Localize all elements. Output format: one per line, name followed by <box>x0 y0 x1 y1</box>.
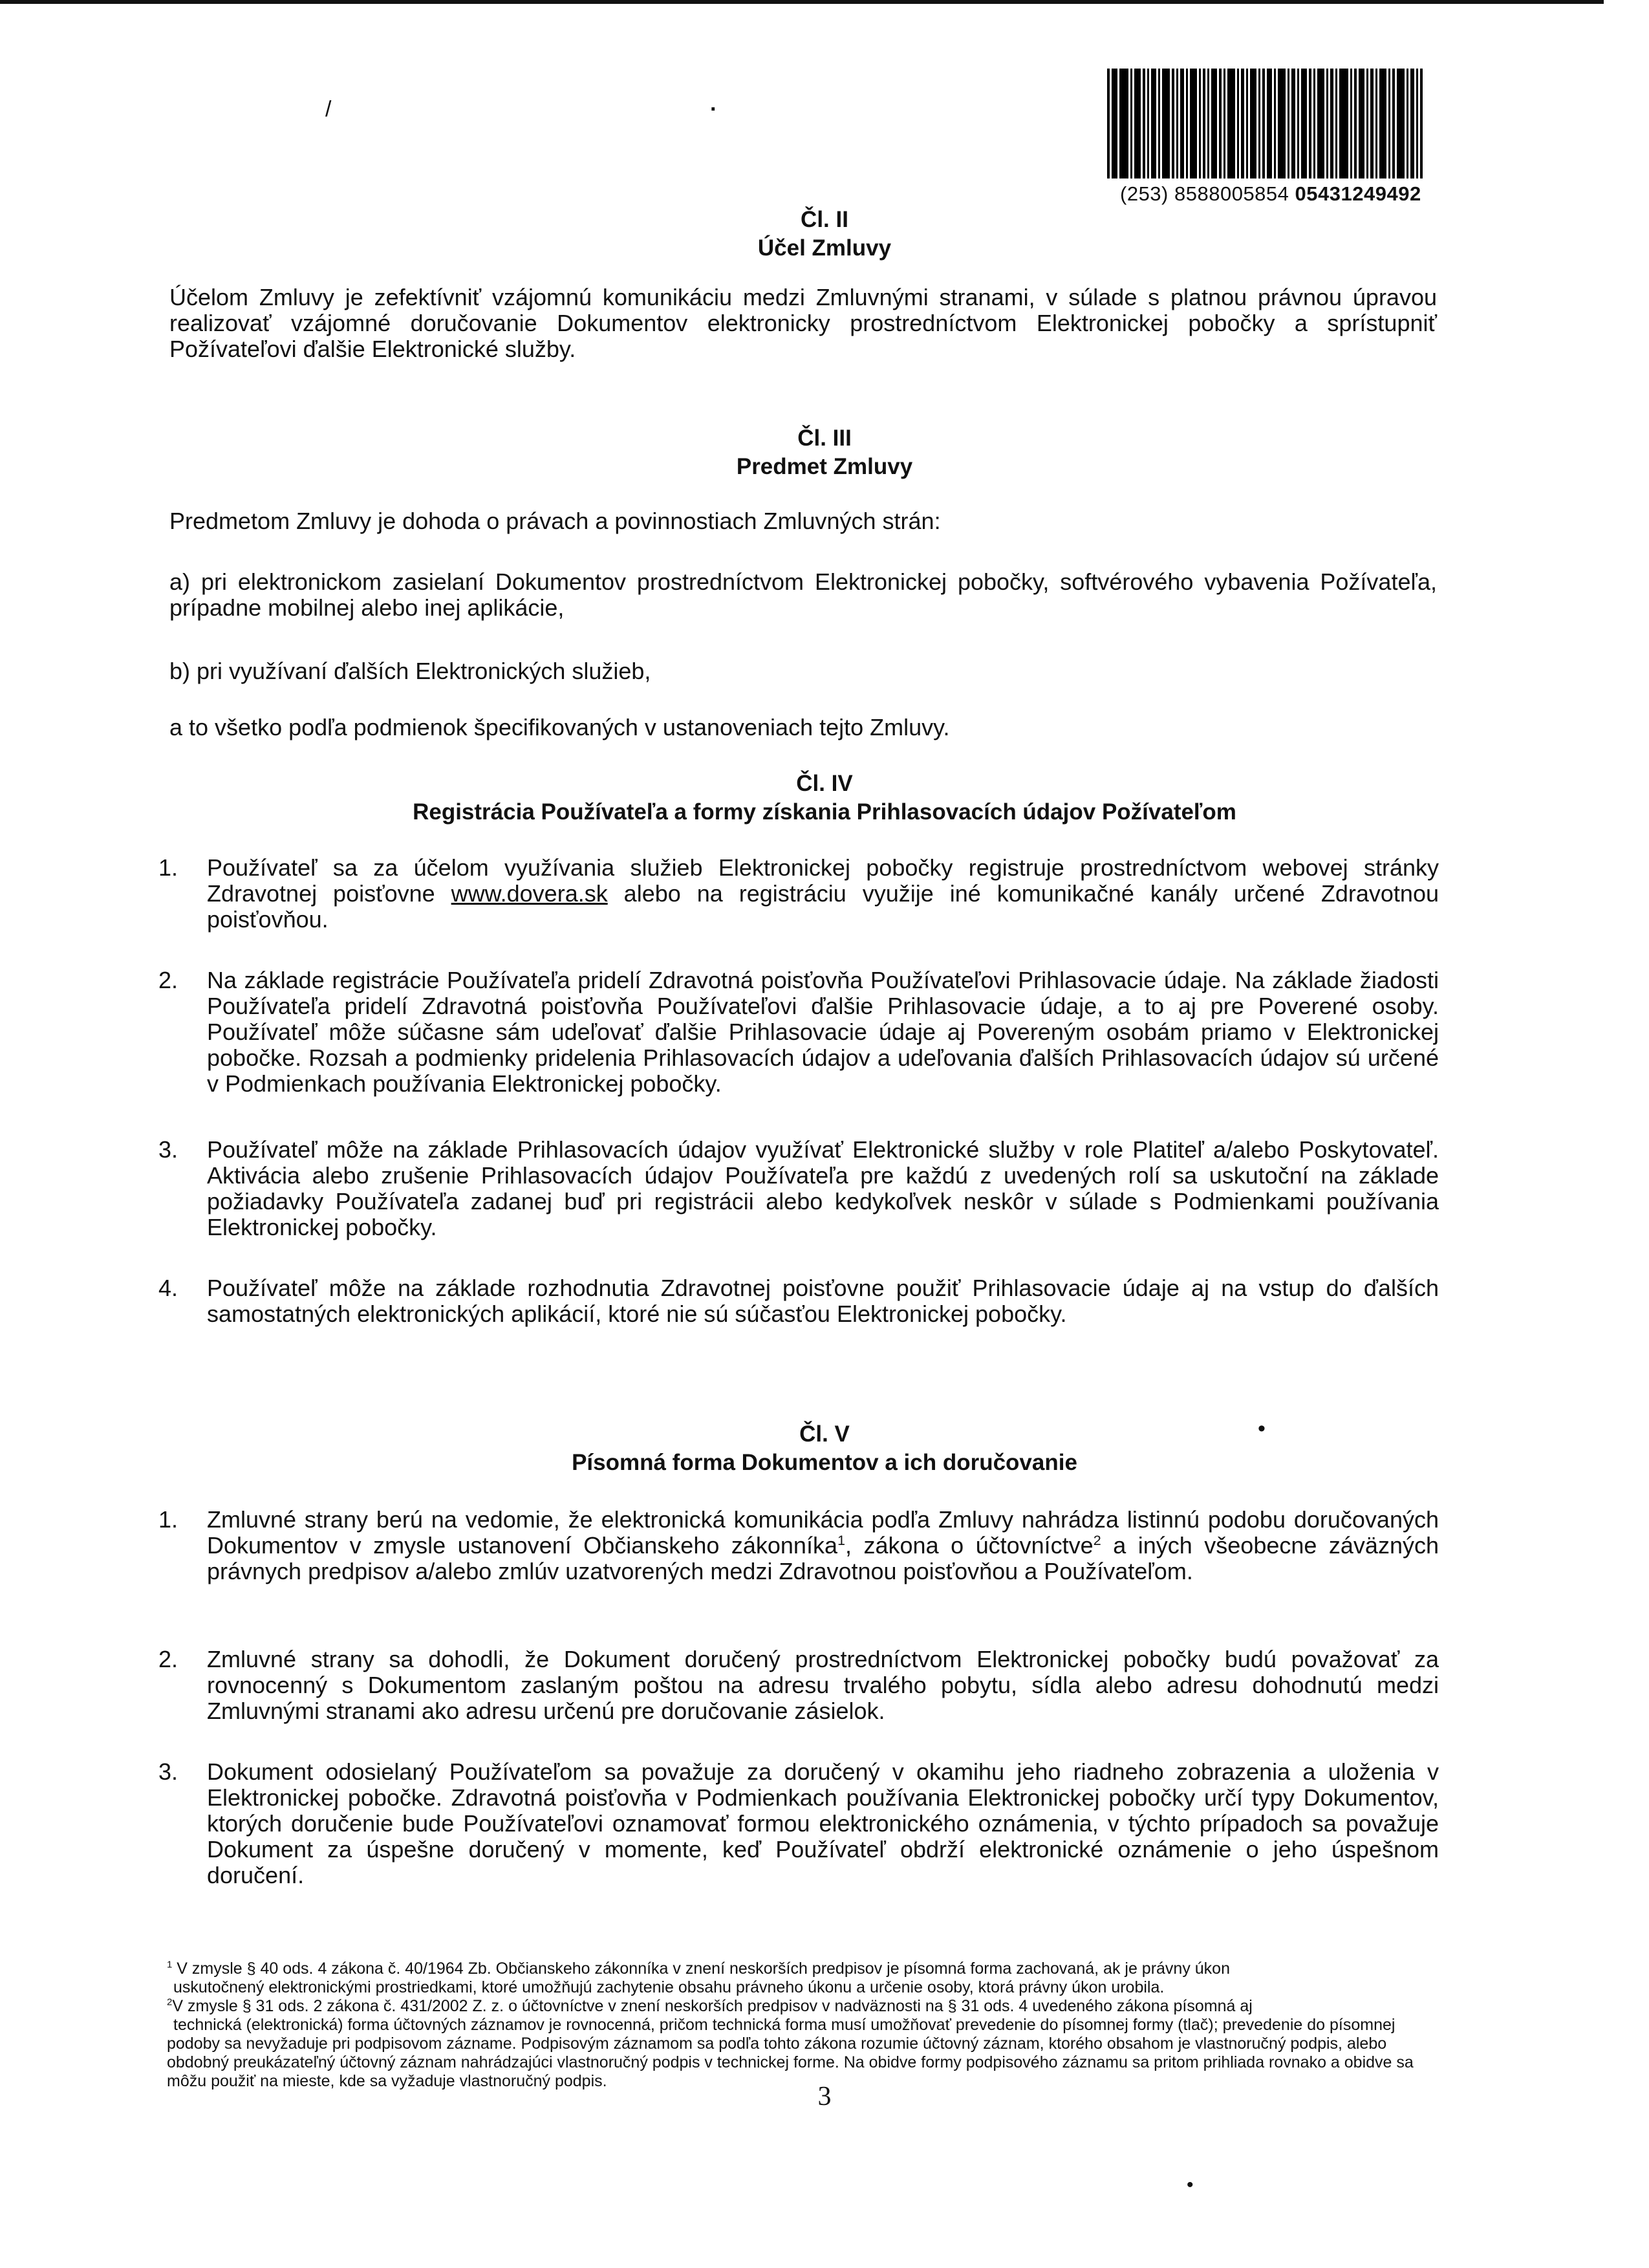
section-iii-intro: Predmetom Zmluvy je dohoda o právach a povinnostiach Zmluvných strán: <box>169 508 941 534</box>
barcode-number <box>1120 182 1421 206</box>
item-text: Zmluvné strany sa dohodli, že Dokument doručený prostredníctvom Elektronickej pobočky budú považovať za rovnocenný s Dokumentom zaslaným poštou na adresu trvalého pobytu, sídla alebo adresu dohodnutú medzi Zmluvnými stranami ako adresu určenú pre doručovanie zásielok. <box>207 1646 1439 1724</box>
section-number: Čl. III <box>797 426 852 451</box>
footnote-2 <box>167 1997 1421 2091</box>
section-title: Písomná forma Dokumentov a ich doručovanie <box>572 1450 1077 1475</box>
section-iv-heading <box>0 770 1649 826</box>
scan-mark-slash: / <box>325 97 332 122</box>
item-text: Na základe registrácie Používateľa pridelí Zdravotná poisťovňa Používateľovi Prihlasovacie údaje. Na základe žiadosti Používateľa pridelí Zdravotná poisťovňa Používateľovi ďalšie Prihlasovacie údaje, a to aj pre Poverené osoby. Používateľ môže súčasne sám udeľovať ďalšie Prihlasovacie údaje aj Povereným osobám priamo v Elektronickej pobočke. Rozsah a podmienky pridelenia Prihlasovacích údajov a udeľovania ďalších Prihlasovacích údajov sú určené v Podmienkach používania Elektronickej pobočky. <box>207 967 1439 1097</box>
section-iii-heading <box>0 424 1649 481</box>
section-v-item-2 <box>158 1647 1439 1724</box>
section-iii-item-a: a) pri elektronickom zasielaní Dokumentov prostredníctvom Elektronickej pobočky, softvérového vybavenia Požívateľa, prípadne mobilnej alebo inej aplikácie, <box>169 568 1437 621</box>
section-ii-heading <box>0 206 1649 263</box>
section-iv-item-4 <box>158 1275 1439 1327</box>
scan-mark-dot: · <box>710 97 718 122</box>
section-iv-item-3 <box>158 1137 1439 1240</box>
footnote-mark: 2 <box>167 1996 173 2008</box>
item-number: 1. <box>158 1506 178 1533</box>
section-iii-closing: a to všetko podľa podmienok špecifikovaných v ustanoveniach tejto Zmluvy. <box>169 714 950 740</box>
item-number: 4. <box>158 1275 178 1301</box>
section-number: Čl. II <box>801 207 848 232</box>
section-number: Čl. IV <box>796 771 853 796</box>
footnote-text: technická (elektronická) forma účtovných záznamov je rovnocenná, pričom technická forma musí umožňovať prevedenie do písomnej formy (tlač); prevedenie do písomnej podoby sa nevyžaduje pri podpisovom zázname. Podpisovým záznamom sa podľa tohto zákona rozumie účtovný záznam, ktorého obsahom je vlastnoručný podpis, alebo obdobný preukázateľný účtovný záznam nahrádzajúci vlastnoručný podpis v technickej forme. Na obidve formy podpisového záznamu sa pritom prihliada rovnako a obidve sa môžu použiť na mieste, kde sa vyžaduje vlastnoručný podpis. <box>167 2016 1414 2090</box>
item-text-part: a iných všeobecne záväzných právnych predpisov a/alebo zmlúv uzatvorených medzi Zdravotnou poisťovňou a Používateľom. <box>207 1532 1439 1584</box>
item-text: Používateľ môže na základe Prihlasovacích údajov využívať Elektronické služby v role Platiteľ a/alebo Poskytovateľ. Aktivácia alebo zrušenie Prihlasovacích údajov Používateľa pre každú z uvedených rolí sa uskutoční na základe požiadavky Používateľa zadanej buď pri registrácii alebo kedykoľvek neskôr v súlade s Podmienkami používania Elektronickej pobočky. <box>207 1136 1439 1240</box>
footnote-text: V zmysle § 40 ods. 4 zákona č. 40/1964 Zb. Občianskeho zákonníka v znení neskorších predpisov je písomná forma zachovaná, ak je právny úkon <box>177 1960 1230 1978</box>
footnote-text: uskutočnený elektronickými prostriedkami, ktoré umožňujú zachytenie obsahu právneho úkonu a určenie osoby, ktorá právny úkon urobila. <box>173 1978 1165 1996</box>
section-title: Registrácia Používateľa a formy získania Prihlasovacích údajov Požívateľom <box>413 799 1236 825</box>
item-number: 2. <box>158 967 178 993</box>
footnote-1 <box>167 1960 1421 1997</box>
footnote-text: V zmysle § 31 ods. 2 zákona č. 431/2002 Z. z. o účtovníctve v znení neskorších predpisov v nadväznosti na § 31 ods. 4 uvedeného zákona písomná aj <box>172 1997 1253 2015</box>
section-v-item-3 <box>158 1759 1439 1888</box>
barcode <box>1107 69 1456 178</box>
item-text-part: , zákona o účtovníctve <box>845 1532 1094 1559</box>
section-v-item-1 <box>158 1507 1439 1584</box>
section-iii-item-b: b) pri využívaní ďalších Elektronických služieb, <box>169 658 651 684</box>
item-text <box>207 855 1439 933</box>
item-text-part: Používateľ sa za účelom využívania služieb Elektronickej pobočky registruje prostredníctvom webovej stránky Zdravotnej poisťovne <box>207 854 1439 907</box>
page-number: 3 <box>817 2082 832 2111</box>
barcode-number-a: 8588005854 <box>1174 182 1289 205</box>
item-text: Používateľ môže na základe rozhodnutia Zdravotnej poisťovne použiť Prihlasovacie údaje aj na vstup do ďalších samostatných elektronických aplikácií, ktoré nie sú súčasťou Elektronickej pobočky. <box>207 1275 1439 1327</box>
section-iv-item-1 <box>158 855 1439 933</box>
section-ii-body: Účelom Zmluvy je zefektívniť vzájomnú komunikáciu medzi Zmluvnými stranami, v súlade s platnou právnou úpravou realizovať vzájomné doručovanie Dokumentov elektronicky prostredníctvom Elektronickej pobočky a sprístupniť Požívateľovi ďalšie Elektronické služby. <box>169 284 1437 362</box>
item-number: 1. <box>158 854 178 881</box>
barcode-prefix: (253) <box>1120 182 1169 205</box>
item-text-part: Zmluvné strany berú na vedomie, že elektronická komunikácia podľa Zmluvy nahrádza listinnú podobu doručovaných Dokumentov v zmysle ustanovení Občianskeho zákonníka <box>207 1506 1439 1559</box>
item-number: 3. <box>158 1758 178 1785</box>
scan-mark-dot: • <box>1258 1416 1266 1441</box>
scan-mark-dot: • <box>1187 2174 1194 2196</box>
section-v-heading <box>0 1420 1649 1477</box>
section-number: Čl. V <box>799 1421 850 1447</box>
footnotes <box>167 1960 1421 2091</box>
dovera-link[interactable]: www.dovera.sk <box>451 880 608 907</box>
footnote-mark: 1 <box>167 1959 173 1971</box>
item-text <box>207 1507 1439 1584</box>
item-text-part: alebo na registráciu využije iné komunikačné kanály určené Zdravotnou poisťovňou. <box>207 880 1439 933</box>
scan-edge-bar <box>0 0 1604 4</box>
footnote-ref-1[interactable]: 1 <box>837 1532 845 1548</box>
item-number: 3. <box>158 1136 178 1163</box>
section-iv-item-2 <box>158 967 1439 1097</box>
barcode-number-b: 05431249492 <box>1295 182 1421 205</box>
footnote-ref-2[interactable]: 2 <box>1093 1532 1101 1548</box>
item-text: Dokument odosielaný Používateľom sa považuje za doručený v okamihu jeho riadneho zobrazenia a uloženia v Elektronickej pobočke. Zdravotná poisťovňa v Podmienkach používania Elektronickej pobočky určí typy Dokumentov, ktorých doručenie bude Používateľovi oznamovať formou elektronického oznámenia, v týchto prípadoch sa považuje Dokument za úspešne doručený v momente, keď Používateľ obdrží elektronické oznámenie o jeho úspešnom doručení. <box>207 1758 1439 1888</box>
section-title: Účel Zmluvy <box>757 235 892 261</box>
item-number: 2. <box>158 1646 178 1672</box>
section-title: Predmet Zmluvy <box>736 454 913 479</box>
